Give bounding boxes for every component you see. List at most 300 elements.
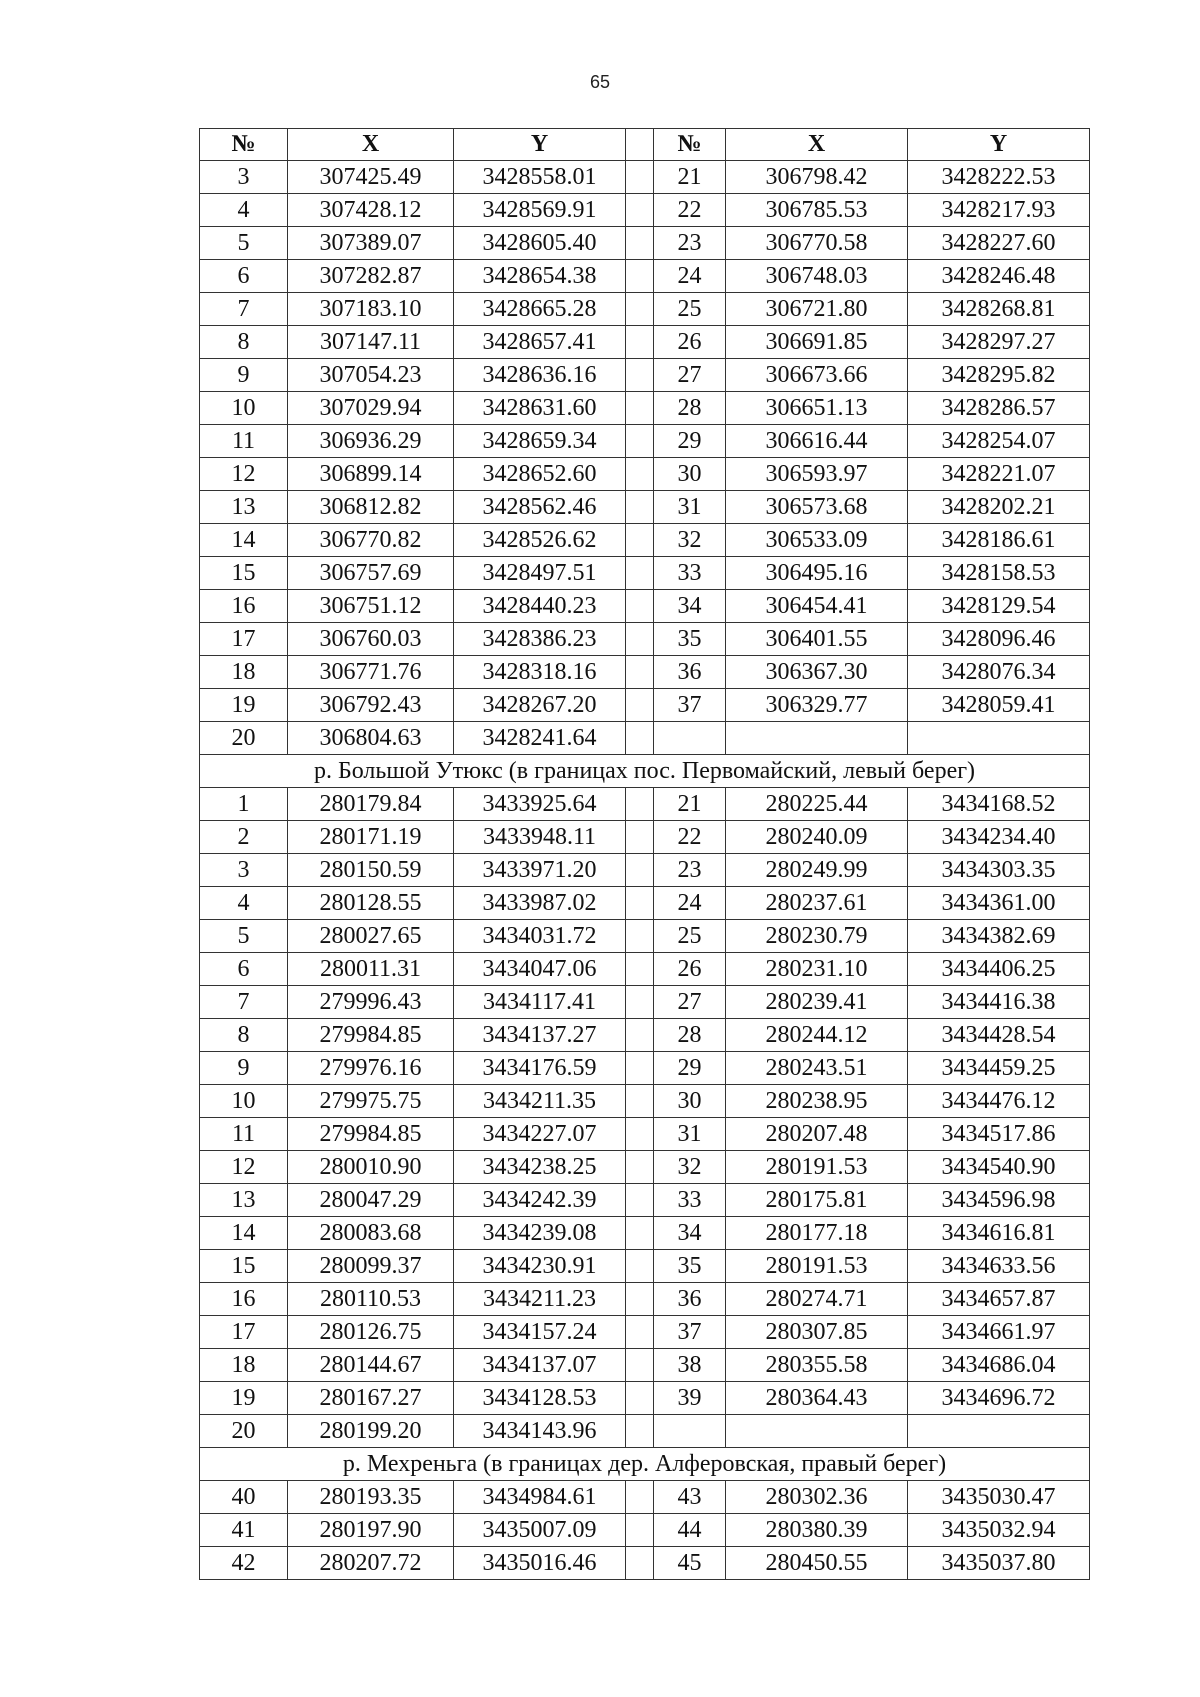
cell-x-right: 280307.85 (726, 1316, 908, 1349)
cell-x-left: 280126.75 (288, 1316, 454, 1349)
cell-point-number-right: 26 (654, 326, 726, 359)
cell-x-left: 307428.12 (288, 194, 454, 227)
cell-x-left: 280171.19 (288, 821, 454, 854)
cell-point-number-left: 6 (200, 953, 288, 986)
cell-x-left: 306936.29 (288, 425, 454, 458)
cell-x-right: 280238.95 (726, 1085, 908, 1118)
cell-point-number-left: 8 (200, 326, 288, 359)
cell-x-left: 306760.03 (288, 623, 454, 656)
cell-spacer (626, 1118, 654, 1151)
cell-spacer (626, 1382, 654, 1415)
cell-x-left: 306770.82 (288, 524, 454, 557)
cell-x-right: 306367.30 (726, 656, 908, 689)
table-row (200, 1250, 1090, 1283)
cell-spacer (626, 1184, 654, 1217)
table-body (200, 161, 1090, 1580)
cell-y-right: 3428186.61 (908, 524, 1090, 557)
cell-x-right: 280244.12 (726, 1019, 908, 1052)
cell-y-right: 3428286.57 (908, 392, 1090, 425)
cell-y-left: 3434031.72 (454, 920, 626, 953)
cell-y-left: 3433987.02 (454, 887, 626, 920)
cell-y-right: 3435032.94 (908, 1514, 1090, 1547)
cell-y-left: 3434242.39 (454, 1184, 626, 1217)
cell-x-right: 280239.41 (726, 986, 908, 1019)
cell-x-left: 306804.63 (288, 722, 454, 755)
cell-y-left: 3428318.16 (454, 656, 626, 689)
cell-x-right: 306573.68 (726, 491, 908, 524)
cell-x-right: 306785.53 (726, 194, 908, 227)
cell-point-number-right: 36 (654, 656, 726, 689)
cell-x-right: 306798.42 (726, 161, 908, 194)
table-row (200, 524, 1090, 557)
cell-y-right: 3428222.53 (908, 161, 1090, 194)
cell-point-number-left: 16 (200, 1283, 288, 1316)
cell-point-number-right: 27 (654, 359, 726, 392)
cell-point-number-left: 6 (200, 260, 288, 293)
table-row (200, 1283, 1090, 1316)
cell-point-number-left: 17 (200, 1316, 288, 1349)
cell-x-right: 306616.44 (726, 425, 908, 458)
cell-x-left: 280193.35 (288, 1481, 454, 1514)
cell-y-left: 3433948.11 (454, 821, 626, 854)
cell-point-number-right: 34 (654, 1217, 726, 1250)
cell-y-right: 3434459.25 (908, 1052, 1090, 1085)
cell-point-number-left: 2 (200, 821, 288, 854)
table-row (200, 161, 1090, 194)
cell-x-left: 306792.43 (288, 689, 454, 722)
cell-point-number-right: 26 (654, 953, 726, 986)
cell-y-right: 3434428.54 (908, 1019, 1090, 1052)
table-row (200, 491, 1090, 524)
cell-x-left: 307282.87 (288, 260, 454, 293)
table-row (200, 1316, 1090, 1349)
cell-y-left: 3428659.34 (454, 425, 626, 458)
cell-x-left: 306771.76 (288, 656, 454, 689)
cell-spacer (626, 194, 654, 227)
cell-y-right: 3428268.81 (908, 293, 1090, 326)
cell-point-number-right: 37 (654, 689, 726, 722)
cell-spacer (626, 1514, 654, 1547)
cell-y-right: 3428246.48 (908, 260, 1090, 293)
cell-y-right: 3434234.40 (908, 821, 1090, 854)
cell-x-left: 307029.94 (288, 392, 454, 425)
cell-spacer (626, 161, 654, 194)
section-caption-row (200, 1448, 1090, 1481)
table-row (200, 359, 1090, 392)
cell-point-number-right: 23 (654, 227, 726, 260)
cell-x-left: 306812.82 (288, 491, 454, 524)
cell-point-number-left: 10 (200, 392, 288, 425)
cell-point-number-left: 11 (200, 425, 288, 458)
cell-x-right: 280380.39 (726, 1514, 908, 1547)
cell-point-number-left: 14 (200, 524, 288, 557)
cell-y-left: 3428267.20 (454, 689, 626, 722)
cell-y-right: 3428158.53 (908, 557, 1090, 590)
cell-x-right: 280249.99 (726, 854, 908, 887)
table-row (200, 722, 1090, 755)
cell-spacer (626, 227, 654, 260)
cell-point-number-left: 5 (200, 227, 288, 260)
cell-y-right: 3434616.81 (908, 1217, 1090, 1250)
cell-y-left: 3434128.53 (454, 1382, 626, 1415)
cell-x-right: 280355.58 (726, 1349, 908, 1382)
cell-x-left: 306757.69 (288, 557, 454, 590)
cell-x-right: 280191.53 (726, 1151, 908, 1184)
table-row (200, 260, 1090, 293)
cell-x-right: 306673.66 (726, 359, 908, 392)
table-row (200, 458, 1090, 491)
cell-point-number-left: 4 (200, 887, 288, 920)
table-row (200, 689, 1090, 722)
cell-x-left: 280099.37 (288, 1250, 454, 1283)
cell-y-left: 3433925.64 (454, 788, 626, 821)
cell-x-left: 279996.43 (288, 986, 454, 1019)
cell-point-number-right: 39 (654, 1382, 726, 1415)
cell-x-right: 306748.03 (726, 260, 908, 293)
cell-point-number-right: 38 (654, 1349, 726, 1382)
cell-y-left: 3434143.96 (454, 1415, 626, 1448)
cell-x-right: 306401.55 (726, 623, 908, 656)
cell-x-left: 279984.85 (288, 1118, 454, 1151)
cell-y-right: 3435037.80 (908, 1547, 1090, 1580)
cell-point-number-left: 9 (200, 1052, 288, 1085)
header-y-left: Y (454, 129, 626, 161)
cell-point-number-right: 33 (654, 557, 726, 590)
cell-y-left: 3428558.01 (454, 161, 626, 194)
cell-spacer (626, 623, 654, 656)
cell-x-right: 280175.81 (726, 1184, 908, 1217)
cell-y-left: 3434137.07 (454, 1349, 626, 1382)
cell-point-number-left: 13 (200, 491, 288, 524)
cell-x-right: 306533.09 (726, 524, 908, 557)
cell-y-left: 3428657.41 (454, 326, 626, 359)
header-y-right: Y (908, 129, 1090, 161)
cell-y-left: 3434211.23 (454, 1283, 626, 1316)
cell-point-number-right: 24 (654, 887, 726, 920)
cell-point-number-right: 30 (654, 1085, 726, 1118)
cell-spacer (626, 425, 654, 458)
cell-y-left: 3428605.40 (454, 227, 626, 260)
cell-x-right: 280231.10 (726, 953, 908, 986)
cell-x-left: 280110.53 (288, 1283, 454, 1316)
cell-point-number-right: 22 (654, 821, 726, 854)
cell-point-number-right: 37 (654, 1316, 726, 1349)
table-row (200, 1085, 1090, 1118)
cell-y-right: 3434382.69 (908, 920, 1090, 953)
cell-x-left: 280144.67 (288, 1349, 454, 1382)
table-header (200, 129, 1090, 161)
table-row (200, 1514, 1090, 1547)
cell-y-left: 3434239.08 (454, 1217, 626, 1250)
cell-point-number-left: 1 (200, 788, 288, 821)
cell-x-right: 280225.44 (726, 788, 908, 821)
cell-x-left: 280128.55 (288, 887, 454, 920)
table-row (200, 1481, 1090, 1514)
cell-point-number-left: 42 (200, 1547, 288, 1580)
cell-x-left: 307389.07 (288, 227, 454, 260)
cell-point-number-left: 12 (200, 1151, 288, 1184)
cell-y-left: 3428386.23 (454, 623, 626, 656)
cell-y-left: 3428440.23 (454, 590, 626, 623)
table-row (200, 590, 1090, 623)
cell-spacer (626, 1349, 654, 1382)
cell-y-right: 3434517.86 (908, 1118, 1090, 1151)
cell-y-left: 3435007.09 (454, 1514, 626, 1547)
cell-spacer (626, 1547, 654, 1580)
cell-x-left: 280083.68 (288, 1217, 454, 1250)
cell-y-right: 3428254.07 (908, 425, 1090, 458)
table-row (200, 1052, 1090, 1085)
cell-x-left: 307147.11 (288, 326, 454, 359)
cell-x-right: 280207.48 (726, 1118, 908, 1151)
cell-x-right: 280191.53 (726, 1250, 908, 1283)
cell-x-right: 306721.80 (726, 293, 908, 326)
cell-x-left: 306751.12 (288, 590, 454, 623)
page-number: 65 (589, 72, 611, 92)
cell-point-number-right: 35 (654, 1250, 726, 1283)
cell-point-number-left: 4 (200, 194, 288, 227)
cell-x-left: 279984.85 (288, 1019, 454, 1052)
table-row (200, 293, 1090, 326)
cell-x-right: 280274.71 (726, 1283, 908, 1316)
header-number-right: № (654, 129, 726, 161)
table-row (200, 1217, 1090, 1250)
cell-point-number-left: 20 (200, 1415, 288, 1448)
table-row (200, 656, 1090, 689)
table-row (200, 887, 1090, 920)
cell-spacer (626, 1019, 654, 1052)
cell-y-right: 3428221.07 (908, 458, 1090, 491)
cell-spacer (626, 392, 654, 425)
table-row (200, 557, 1090, 590)
cell-spacer (626, 1481, 654, 1514)
table-row (200, 986, 1090, 1019)
cell-x-right: 306593.97 (726, 458, 908, 491)
cell-y-right: 3434303.35 (908, 854, 1090, 887)
table-row (200, 821, 1090, 854)
cell-y-left: 3435016.46 (454, 1547, 626, 1580)
table-row (200, 1151, 1090, 1184)
cell-x-right: 280364.43 (726, 1382, 908, 1415)
cell-y-left: 3434047.06 (454, 953, 626, 986)
cell-point-number-right: 43 (654, 1481, 726, 1514)
cell-y-left: 3434984.61 (454, 1481, 626, 1514)
cell-spacer (626, 887, 654, 920)
cell-x-right: 280177.18 (726, 1217, 908, 1250)
cell-point-number-left: 7 (200, 293, 288, 326)
cell-x-right: 306329.77 (726, 689, 908, 722)
cell-point-number-right: 28 (654, 1019, 726, 1052)
cell-point-number-right: 35 (654, 623, 726, 656)
cell-y-right: 3435030.47 (908, 1481, 1090, 1514)
cell-x-left: 307425.49 (288, 161, 454, 194)
cell-y-left: 3428569.91 (454, 194, 626, 227)
cell-point-number-right: 25 (654, 920, 726, 953)
cell-point-number-left: 3 (200, 854, 288, 887)
cell-y-right: 3434686.04 (908, 1349, 1090, 1382)
cell-point-number-left: 19 (200, 1382, 288, 1415)
cell-x-right: 306454.41 (726, 590, 908, 623)
cell-point-number-right: 30 (654, 458, 726, 491)
cell-x-right: 306770.58 (726, 227, 908, 260)
cell-spacer (626, 722, 654, 755)
cell-x-left: 280011.31 (288, 953, 454, 986)
cell-spacer (626, 326, 654, 359)
cell-point-number-left: 18 (200, 1349, 288, 1382)
table-row (200, 326, 1090, 359)
cell-point-number-left: 41 (200, 1514, 288, 1547)
cell-x-left: 307183.10 (288, 293, 454, 326)
cell-point-number-right: 33 (654, 1184, 726, 1217)
cell-y-left: 3434157.24 (454, 1316, 626, 1349)
cell-point-number-right: 21 (654, 788, 726, 821)
cell-y-right: 3428297.27 (908, 326, 1090, 359)
cell-spacer (626, 458, 654, 491)
cell-x-left: 280207.72 (288, 1547, 454, 1580)
cell-y-left: 3434117.41 (454, 986, 626, 1019)
table-row (200, 623, 1090, 656)
cell-spacer (626, 524, 654, 557)
cell-point-number-right: 21 (654, 161, 726, 194)
table-row (200, 854, 1090, 887)
cell-y-right: 3428096.46 (908, 623, 1090, 656)
cell-point-number-right (654, 1415, 726, 1448)
cell-x-left: 280010.90 (288, 1151, 454, 1184)
cell-spacer (626, 491, 654, 524)
cell-y-right: 3428227.60 (908, 227, 1090, 260)
cell-point-number-right: 23 (654, 854, 726, 887)
cell-point-number-left: 13 (200, 1184, 288, 1217)
cell-point-number-right: 32 (654, 1151, 726, 1184)
cell-point-number-right: 29 (654, 425, 726, 458)
cell-y-left: 3428241.64 (454, 722, 626, 755)
cell-point-number-left: 15 (200, 557, 288, 590)
cell-y-right: 3428129.54 (908, 590, 1090, 623)
cell-point-number-right: 36 (654, 1283, 726, 1316)
cell-point-number-left: 9 (200, 359, 288, 392)
table-row (200, 194, 1090, 227)
cell-point-number-left: 20 (200, 722, 288, 755)
section-caption: р. Мехреньга (в границах дер. Алферовская, правый берег) (200, 1448, 1090, 1481)
cell-point-number-left: 5 (200, 920, 288, 953)
cell-spacer (626, 1415, 654, 1448)
cell-spacer (626, 689, 654, 722)
cell-x-right: 306495.16 (726, 557, 908, 590)
cell-x-right: 306651.13 (726, 392, 908, 425)
cell-point-number-left: 3 (200, 161, 288, 194)
table-row (200, 953, 1090, 986)
cell-spacer (626, 557, 654, 590)
cell-x-left: 280047.29 (288, 1184, 454, 1217)
cell-point-number-left: 12 (200, 458, 288, 491)
cell-y-left: 3428526.62 (454, 524, 626, 557)
cell-x-left: 307054.23 (288, 359, 454, 392)
cell-x-right: 280237.61 (726, 887, 908, 920)
table-row (200, 1547, 1090, 1580)
cell-y-left: 3433971.20 (454, 854, 626, 887)
cell-y-left: 3434211.35 (454, 1085, 626, 1118)
table-row (200, 1415, 1090, 1448)
cell-x-right: 280243.51 (726, 1052, 908, 1085)
table-row (200, 392, 1090, 425)
section-caption-row (200, 755, 1090, 788)
cell-spacer (626, 1250, 654, 1283)
cell-point-number-left: 14 (200, 1217, 288, 1250)
cell-y-right: 3428076.34 (908, 656, 1090, 689)
header-row (200, 129, 1090, 161)
cell-point-number-right: 32 (654, 524, 726, 557)
cell-spacer (626, 1316, 654, 1349)
cell-spacer (626, 260, 654, 293)
cell-point-number-left: 8 (200, 1019, 288, 1052)
cell-point-number-right: 28 (654, 392, 726, 425)
cell-y-right: 3434416.38 (908, 986, 1090, 1019)
cell-y-left: 3428497.51 (454, 557, 626, 590)
cell-point-number-right: 31 (654, 491, 726, 524)
cell-point-number-right: 29 (654, 1052, 726, 1085)
cell-x-left: 280027.65 (288, 920, 454, 953)
cell-point-number-right: 31 (654, 1118, 726, 1151)
cell-y-left: 3428665.28 (454, 293, 626, 326)
cell-y-left: 3434230.91 (454, 1250, 626, 1283)
cell-y-left: 3428652.60 (454, 458, 626, 491)
cell-y-left: 3434137.27 (454, 1019, 626, 1052)
cell-point-number-right: 24 (654, 260, 726, 293)
cell-spacer (626, 1283, 654, 1316)
cell-point-number-right: 22 (654, 194, 726, 227)
cell-point-number-left: 16 (200, 590, 288, 623)
cell-spacer (626, 656, 654, 689)
cell-y-right (908, 1415, 1090, 1448)
cell-spacer (626, 920, 654, 953)
cell-x-left: 280179.84 (288, 788, 454, 821)
cell-spacer (626, 293, 654, 326)
cell-point-number-left: 10 (200, 1085, 288, 1118)
cell-y-right: 3434168.52 (908, 788, 1090, 821)
cell-y-right: 3434696.72 (908, 1382, 1090, 1415)
cell-point-number-left: 19 (200, 689, 288, 722)
cell-x-right: 306691.85 (726, 326, 908, 359)
table-row (200, 1184, 1090, 1217)
cell-y-left: 3434238.25 (454, 1151, 626, 1184)
cell-spacer (626, 854, 654, 887)
cell-y-left: 3434227.07 (454, 1118, 626, 1151)
cell-y-right: 3428295.82 (908, 359, 1090, 392)
table-row (200, 1382, 1090, 1415)
cell-y-right: 3434657.87 (908, 1283, 1090, 1316)
table-row (200, 1349, 1090, 1382)
table-row (200, 920, 1090, 953)
cell-spacer (626, 1052, 654, 1085)
cell-x-right: 280230.79 (726, 920, 908, 953)
cell-spacer (626, 1151, 654, 1184)
cell-point-number-right: 44 (654, 1514, 726, 1547)
cell-y-right (908, 722, 1090, 755)
cell-point-number-right: 27 (654, 986, 726, 1019)
cell-spacer (626, 788, 654, 821)
header-x-right: X (726, 129, 908, 161)
cell-y-left: 3428636.16 (454, 359, 626, 392)
cell-x-left: 280150.59 (288, 854, 454, 887)
cell-y-right: 3434633.56 (908, 1250, 1090, 1283)
cell-point-number-left: 17 (200, 623, 288, 656)
cell-spacer (626, 359, 654, 392)
cell-x-left: 280167.27 (288, 1382, 454, 1415)
cell-y-right: 3434406.25 (908, 953, 1090, 986)
cell-spacer (626, 953, 654, 986)
cell-y-left: 3434176.59 (454, 1052, 626, 1085)
cell-y-right: 3434540.90 (908, 1151, 1090, 1184)
